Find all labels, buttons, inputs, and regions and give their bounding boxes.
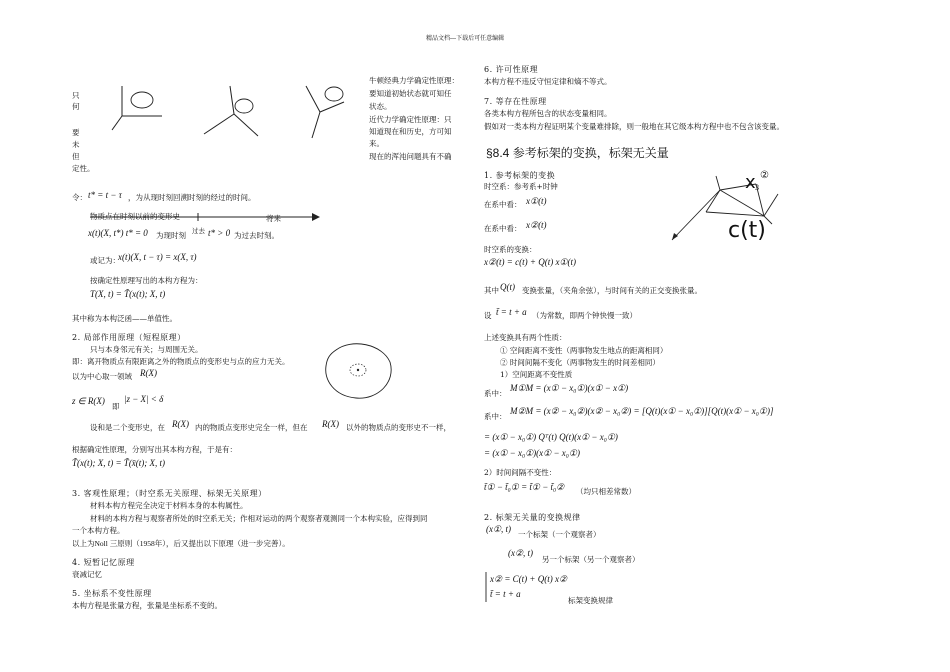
newton-line: 来。	[369, 139, 384, 148]
distance-equation: M①M = (x① − x₀①)(x① − x①)	[510, 383, 629, 393]
fragment-text: 何	[72, 102, 80, 111]
history-equation: T̃(x(t); X, t) = T̃(x̄(t); X, t)	[72, 458, 166, 468]
diagram-translation-label: c(t)	[728, 218, 766, 243]
past-equation-2: t* > 0	[208, 228, 231, 238]
section-text: 以外的物质点的变形史不一样，	[346, 423, 451, 432]
newton-line: 现在的浑沌问题具有不确	[369, 152, 452, 161]
section-text: 以上为Noll 三原则（1958年），后又提出以下原理（进一步完善）。	[72, 539, 290, 548]
transform-equation: x②(t) = c(t) + Q(t) x①(t)	[484, 257, 576, 267]
section-text: 系中：	[484, 412, 507, 421]
section-text: 时空系：参考系+时钟	[484, 182, 558, 191]
let-label: 令：	[72, 193, 87, 202]
section-text: 在系中看：	[484, 224, 522, 233]
section-text: 其中	[484, 286, 499, 295]
section-text: 内的物质点变形史完全一样，但在	[195, 423, 308, 432]
diagram-axis-circle: ②	[760, 170, 769, 181]
section-text: （为常数，即两个钟快慢一致）	[532, 311, 637, 320]
axes-sketch-3	[300, 84, 360, 140]
region-symbol: R(X)	[172, 419, 189, 429]
set-ji: 即	[112, 402, 120, 411]
section-text: 假如对一类本构方程证明某个变量难排除，则一般地在其它级本构方程中也不包含该变量。	[484, 122, 784, 131]
principle-equation: T(X, t) = T̃(x(t); X, t)	[90, 289, 166, 299]
timeline-label: 将来	[266, 214, 281, 223]
or-note: 或记为：	[90, 256, 120, 265]
diagram-axis-sub: 3	[755, 183, 759, 192]
time-interval-equation: t̃① − t̃₀① = t̃① − t̃₀②	[484, 482, 565, 492]
section-text: 设	[484, 311, 492, 320]
section-text: 本构方程是张量方程，张量是坐标系不变的。	[72, 601, 222, 610]
fragment-text: 未	[72, 140, 80, 149]
past-word: 过去	[192, 227, 205, 235]
set-equation-2: |z − X| < δ	[124, 394, 164, 404]
distance-equation: = (x① − x₀①)(x① − x₀①)	[484, 448, 580, 458]
frame-equation: (x②, t)	[508, 548, 534, 558]
newton-line: 状态。	[369, 102, 392, 111]
position-equation: x①(t)	[526, 196, 547, 206]
section-title: 6. 许可性原理	[484, 65, 539, 74]
fragment-text: 只	[72, 91, 80, 100]
section-text: 时空系的变换：	[484, 245, 537, 254]
section-text: 1）空间距离不变性质	[500, 370, 573, 379]
region-symbol: R(X)	[140, 368, 157, 378]
newton-line: 近代力学确定性原理：只	[369, 115, 452, 124]
principle-intro: 按确定性原理写出的本构方程为：	[90, 276, 203, 285]
past-text: 为现时刻	[156, 231, 186, 240]
system-equation: t̃ = t + a	[490, 589, 521, 599]
past-text-2: 为过去时刻。	[234, 231, 279, 240]
functional-note: 其中称为本构泛函——单值性。	[72, 314, 177, 323]
fragment-text: 定性。	[72, 164, 95, 173]
fragment-text: 要	[72, 128, 80, 137]
section-text: 衰减记忆	[72, 570, 102, 579]
section-text: 材料的本构方程与观察者所处的时空系无关；作相对运动的两个观察者观测同一个本构实验，应得到同	[90, 514, 428, 523]
section-title: 2. 局部作用原理（短程原理）	[72, 333, 186, 342]
let-text: ，为从现时刻回溯时刻的经过的时间。	[128, 193, 256, 202]
distance-equation: M②M = (x② − x₀②)(x② − x₀②) = [Q(t)(x① − x₀①)][Q(t)(x① − x₀①)]	[510, 406, 774, 416]
newton-line: 知道现在和历史，方可知	[369, 127, 452, 136]
section-text: 本构方程不违反守恒定律和熵不等式。	[484, 77, 612, 86]
section-text: 即：离开物质点有限距离之外的物质点的变形史与点的应力无关。	[72, 357, 290, 366]
section-text: 在系中看：	[484, 200, 522, 209]
section-heading: §8.4 参考标架的变换，标架无关量	[486, 146, 669, 160]
section-text: 一个标架（一个观察者）	[518, 530, 601, 539]
q-symbol: Q(t)	[500, 282, 515, 292]
fragment-text: 但	[72, 152, 80, 161]
section-text: 根据确定性原理，分别写出其本构方程，于是有：	[72, 445, 237, 454]
let-equation: t* = t − τ	[88, 190, 122, 200]
section-text: ① 空间距离不变性（两事物发生地点的距离相同）	[500, 346, 668, 355]
system-label: 标架变换规律	[568, 596, 613, 605]
section-text: 一个本构方程。	[72, 526, 125, 535]
position-equation: x②(t)	[526, 220, 547, 230]
section-title: 1. 参考标架的变换	[484, 171, 556, 180]
section-text: 另一个标架（另一个观察者）	[542, 555, 640, 564]
section-text: （均只相差常数）	[576, 487, 636, 496]
past-intro: 物质点在时刻以前的变形史	[90, 212, 180, 221]
axes-sketch-2	[198, 84, 268, 140]
newton-line: 牛顿经典力学确定性原理：	[369, 76, 459, 85]
diagram-axis-label: x	[745, 172, 756, 193]
axes-sketch-1	[110, 84, 170, 136]
section-title: 7. 等存在性原理	[484, 97, 547, 106]
set-equation: z ∈ R(X)	[72, 396, 105, 406]
section-text: 2）时间间隔不变性：	[484, 468, 557, 477]
section-text: 各类本构方程所包含的状态变量相同。	[484, 109, 612, 118]
or-equation: x(t)(X, t − τ) = x(X, τ)	[118, 252, 197, 262]
section-text: 系中：	[484, 389, 507, 398]
section-title: 2. 标架无关量的变换规律	[484, 513, 581, 522]
newton-line: 要知道初始状态就可知任	[369, 89, 452, 98]
neighborhood-diagram	[322, 340, 394, 402]
section-text: ② 时间间隔不变化（两事物发生的时间差相同）	[500, 358, 660, 367]
section-text: 材料本构方程完全决定于材料本身的本构属性。	[90, 501, 248, 510]
past-equation: x(t)(X, t*) t* = 0	[88, 228, 148, 238]
section-text: 以为中心取一领域	[72, 372, 132, 381]
section-text: 设和是二个变形史，在	[90, 423, 165, 432]
distance-equation: = (x① − x₀①) Qᵀ(t) Q(t)(x① − x₀①)	[484, 432, 618, 442]
region-symbol: R(X)	[322, 419, 339, 429]
section-text: 变换张量，（夹角余弦），与时间有关的正交变换张量。	[522, 286, 702, 295]
section-title: 5. 坐标系不变性原理	[72, 589, 152, 598]
section-title: 4. 短暂记忆原理	[72, 558, 135, 567]
page-header: 精品文档---下载后可任意编辑	[426, 35, 505, 42]
section-title: 3. 客观性原理；（时空系无关原理、标架无关原理）	[72, 489, 267, 498]
time-shift-equation: t̃ = t + a	[496, 307, 527, 317]
system-equation: x② = C(t) + Q(t) x②	[490, 574, 568, 584]
section-text: 只与本身邻元有关；与周围无关。	[90, 345, 203, 354]
frame-equation: (x①, t)	[486, 524, 512, 534]
section-text: 上述变换具有两个性质：	[484, 333, 567, 342]
